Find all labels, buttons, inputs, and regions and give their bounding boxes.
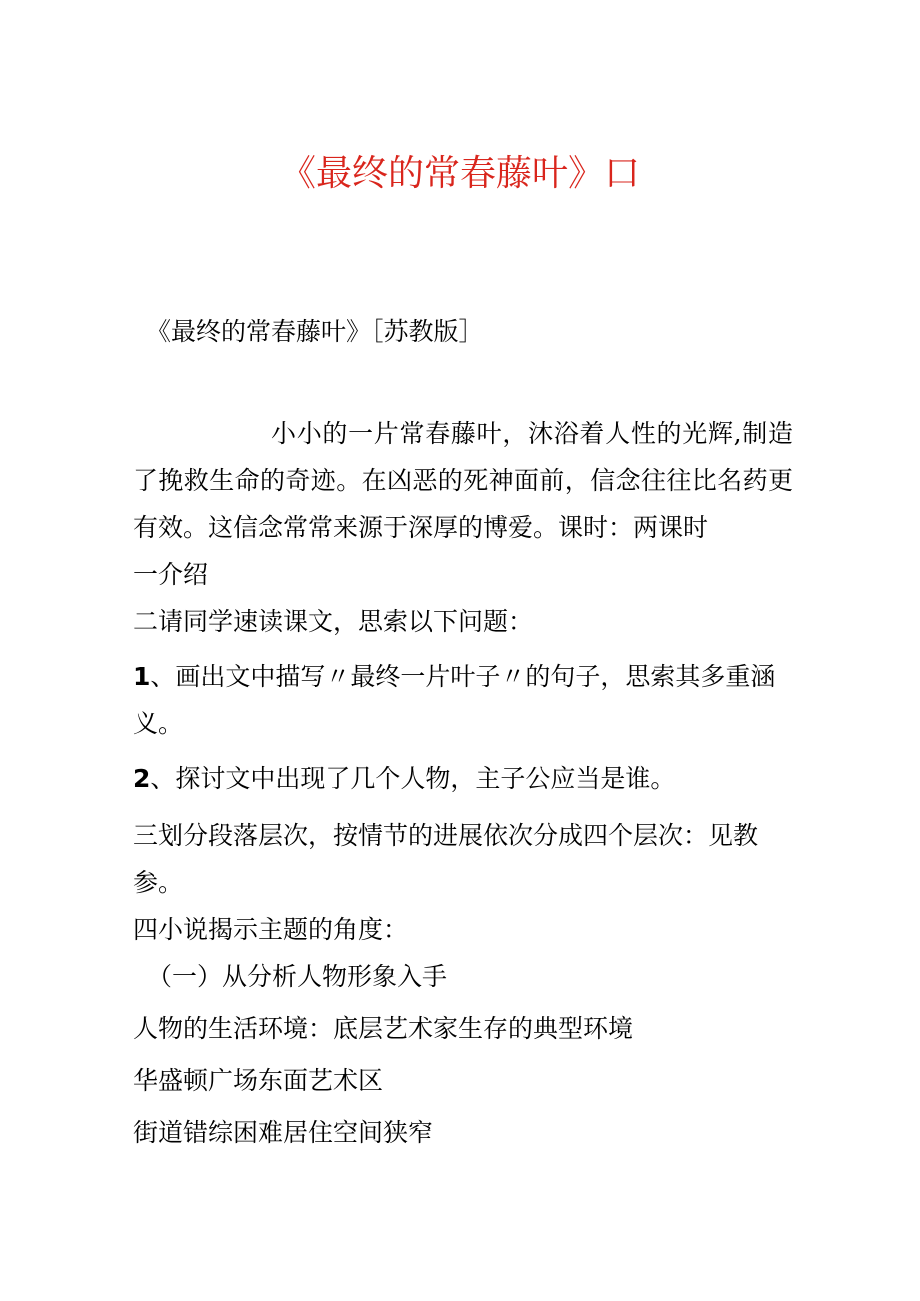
question-2-number: 2 bbox=[133, 764, 151, 793]
document-body bbox=[133, 410, 793, 1156]
question-2 bbox=[133, 755, 793, 802]
document-subtitle: 《最终的常春藤叶》［苏教版］ bbox=[146, 317, 484, 346]
section-4-heading: 四小说揭示主题的角度： bbox=[133, 915, 409, 944]
question-1 bbox=[133, 653, 793, 747]
section-3-heading: 三划分段落层次，按情节的进展依次分成四个层次：见教参。 bbox=[133, 821, 759, 897]
location-line: 华盛顿广场东面艺术区 bbox=[133, 1066, 384, 1095]
question-1-text: 、画出文中描写〃最终一片叶子〃的句子，思索其多重涵义。 bbox=[133, 662, 776, 738]
section-2-heading: 二请同学速读课文，思索以下问题： bbox=[133, 607, 534, 636]
street-line: 街道错综困难居住空间狭窄 bbox=[133, 1118, 434, 1147]
environment-line: 人物的生活环境：底层艺术家生存的典型环境 bbox=[133, 1014, 634, 1043]
document-title: 《最终的常春藤叶》口 bbox=[279, 153, 640, 194]
question-1-number: 1 bbox=[133, 662, 151, 691]
subsection-1-heading: （一）从分析人物形象入手 bbox=[147, 962, 448, 991]
section-1-heading: 一介绍 bbox=[133, 560, 209, 589]
question-2-text: 、探讨文中出现了几个人物，主子公应当是谁。 bbox=[150, 764, 676, 793]
intro-paragraph: 小小的一片常春藤叶，沐浴着人性的光辉,制造了挽救生命的奇迹。在凶恶的死神面前，信念往往比名药更有效。这信念常常来源于深厚的博爱。课时：两课时 bbox=[133, 419, 793, 542]
